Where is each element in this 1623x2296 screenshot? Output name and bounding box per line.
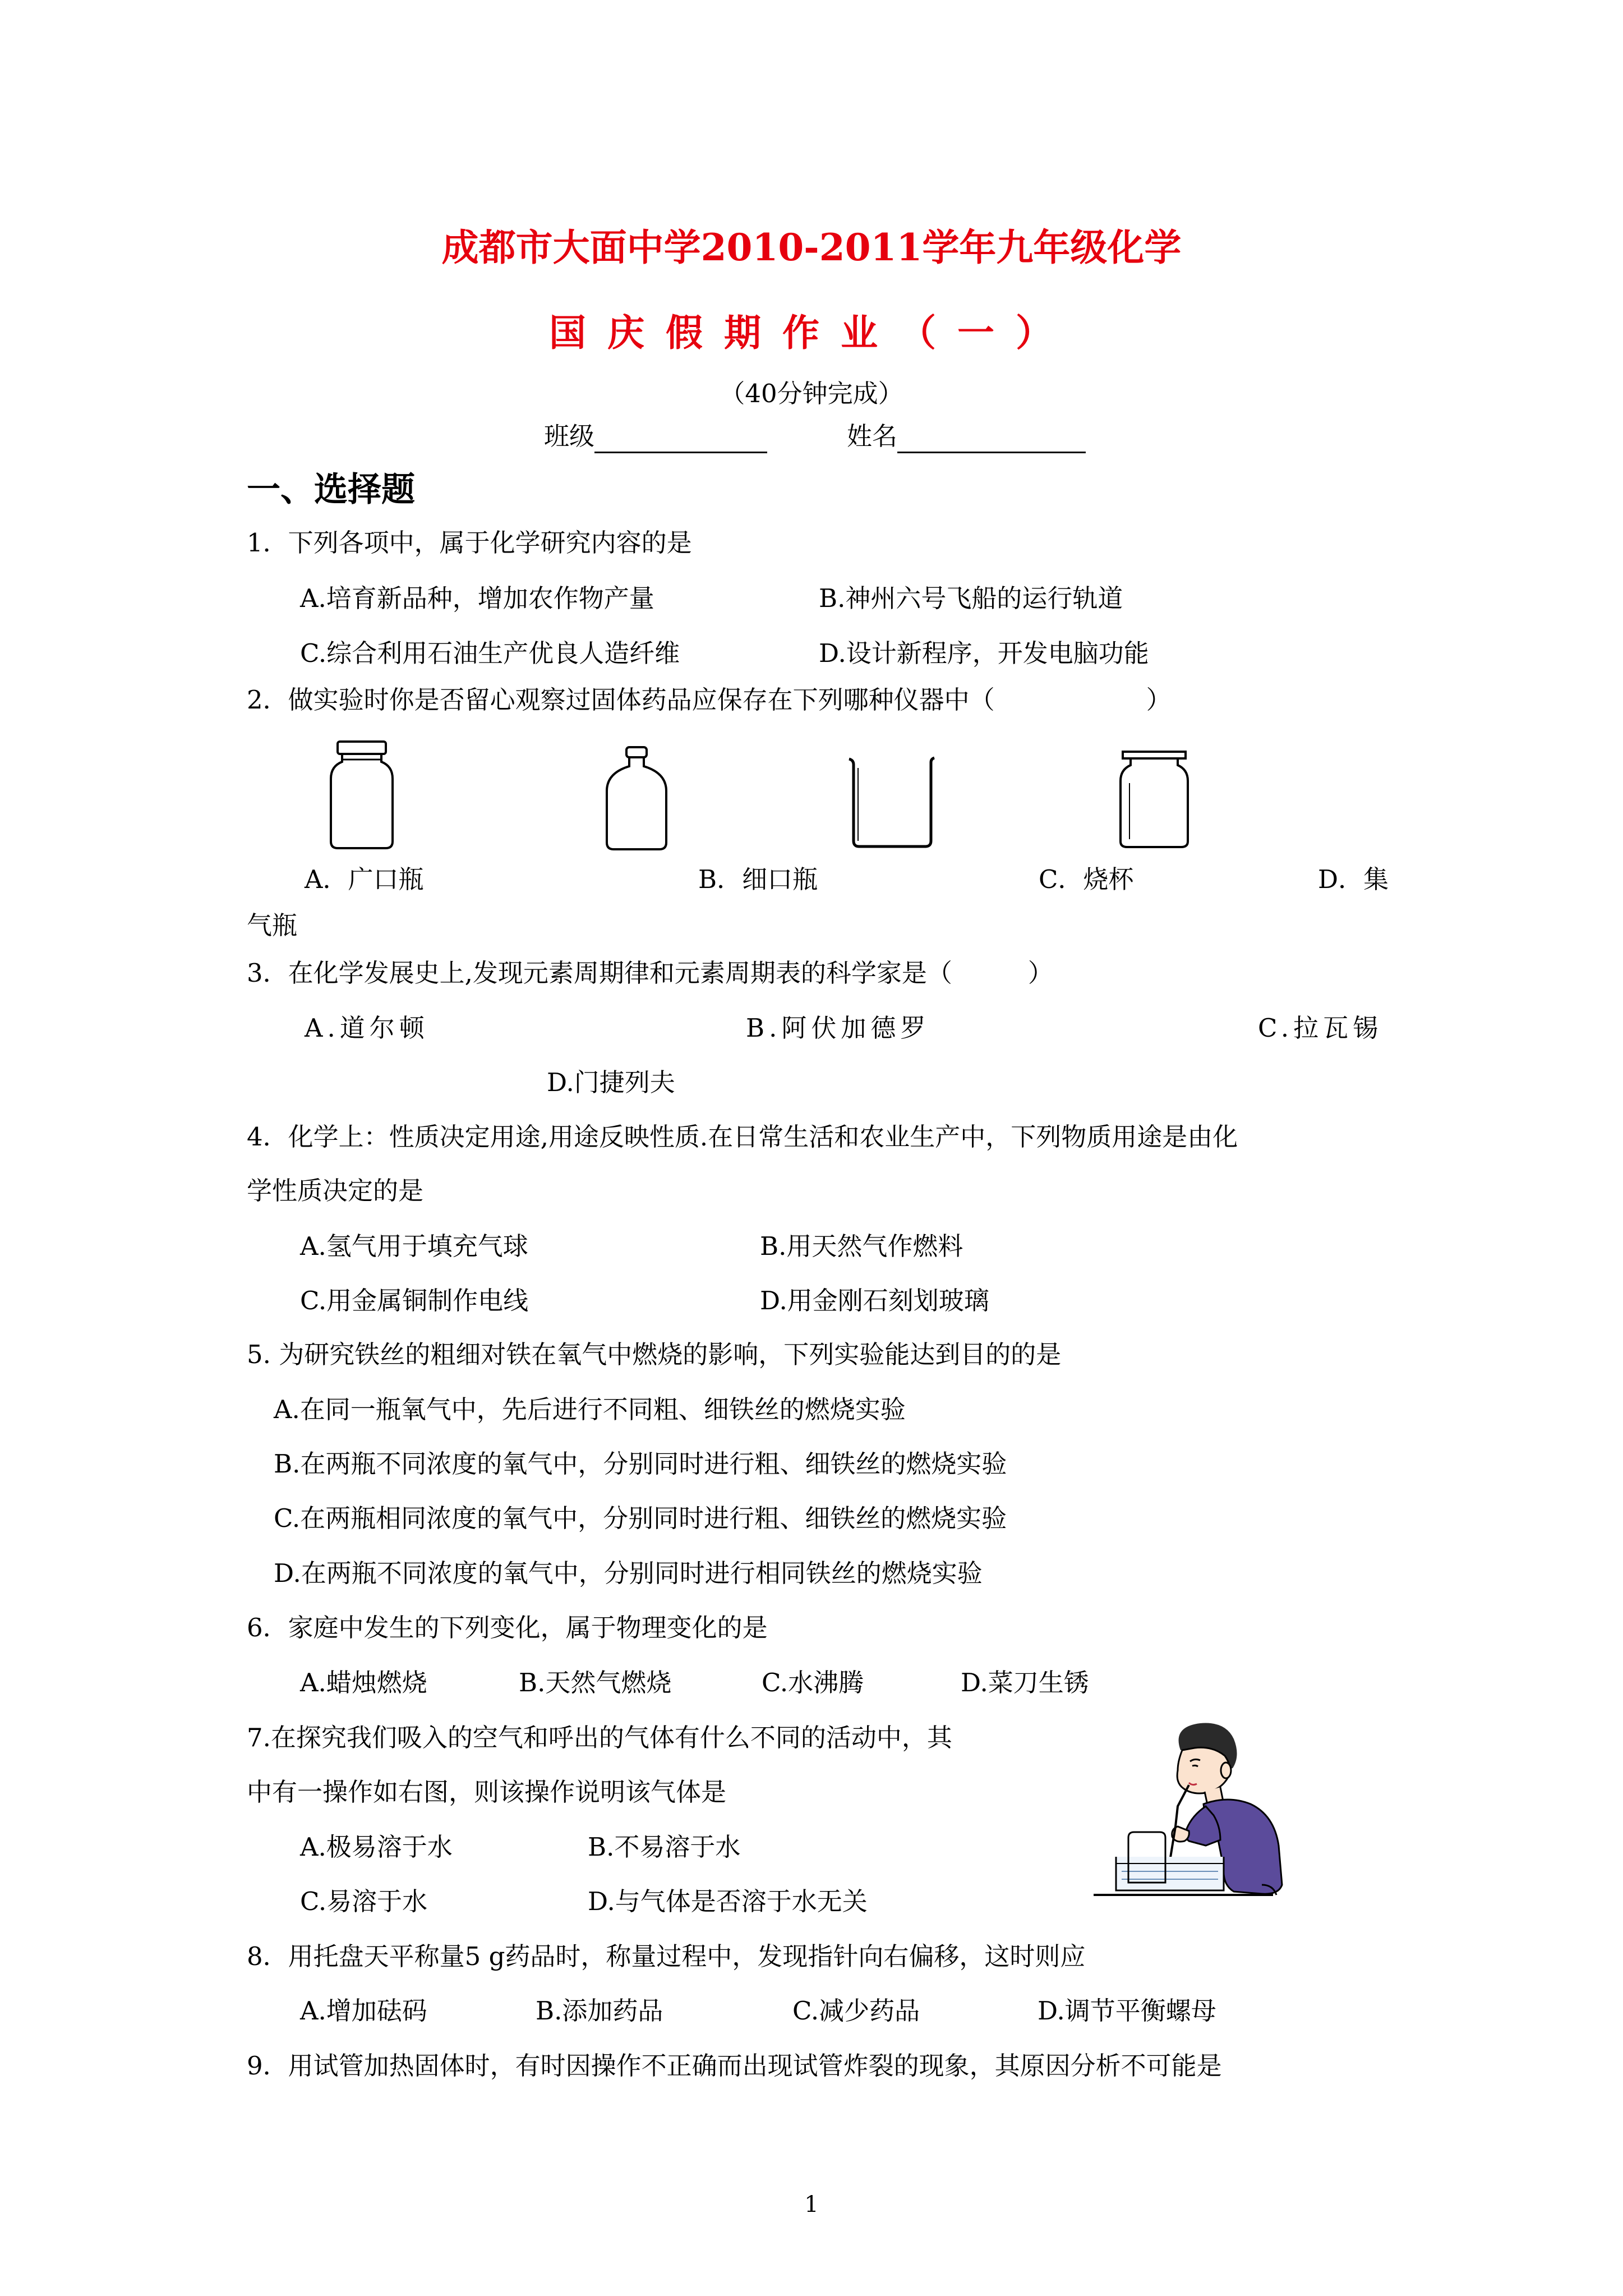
question-1-option-d: D.设计新程序，开发电脑功能 (819, 638, 1149, 668)
question-3-stem: 3．在化学发展史上,发现元素周期律和元素周期表的科学家是（ ） (247, 958, 1053, 988)
question-6-option-b: B.天然气燃烧 (519, 1668, 672, 1697)
document-title: 成都市大面中学2010-2011学年九年级化学 (441, 226, 1182, 269)
page-number: 1 (804, 2192, 819, 2217)
question-8-stem: 8．用托盘天平称量5 g药品时，称量过程中，发现指针向右偏移，这时则应 (247, 1941, 1086, 1971)
question-4-option-d: D.用金刚石刻划玻璃 (760, 1286, 989, 1315)
class-blank (594, 427, 767, 453)
name-label: 姓名 (847, 421, 898, 451)
question-8-option-b: B.添加药品 (536, 1996, 663, 2026)
question-4-option-a: A.氢气用于填充气球 (300, 1231, 528, 1261)
question-8-option-d: D.调节平衡螺母 (1038, 1996, 1216, 2026)
question-5-option-c: C.在两瓶相同浓度的氧气中，分别同时进行粗、细铁丝的燃烧实验 (274, 1503, 1007, 1533)
question-5-stem: 5. 为研究铁丝的粗细对铁在氧气中燃烧的影响，下列实验能达到目的的是 (247, 1340, 1062, 1369)
question-7-option-d: D.与气体是否溶于水无关 (588, 1887, 868, 1916)
question-7-stem: 7.在探究我们吸入的空气和呼出的气体有什么不同的活动中，其 (247, 1723, 952, 1752)
question-1-option-a: A.培育新品种，增加农作物产量 (300, 583, 654, 613)
class-field (544, 420, 767, 453)
question-3-option-c: C.拉瓦锡 (1258, 1013, 1383, 1043)
question-2-stem: 2．做实验时你是否留心观察过固体药品应保存在下列哪种仪器中（ ） (247, 685, 1172, 715)
question-4-stem-continued: 学性质决定的是 (247, 1176, 424, 1205)
question-5-option-a: A.在同一瓶氧气中，先后进行不同粗、细铁丝的燃烧实验 (274, 1395, 906, 1424)
gas-collecting-bottle-image (1115, 749, 1193, 850)
experiment-illustration (1094, 1717, 1318, 1902)
question-9-stem: 9．用试管加热固体时，有时因操作不正确而出现试管炸裂的现象，其原因分析不可能是 (247, 2051, 1222, 2081)
question-2-option-d-wrap: 气瓶 (247, 910, 298, 940)
beaker-image (847, 754, 937, 850)
question-4-stem: 4．化学上：性质决定用途,用途反映性质.在日常生活和农业生产中，下列物质用途是由化 (247, 1122, 1238, 1152)
question-3-option-a: A.道尔顿 (305, 1013, 429, 1043)
question-7-option-b: B.不易溶于水 (588, 1832, 741, 1862)
question-5-option-d: D.在两瓶不同浓度的氧气中，分别同时进行相同铁丝的燃烧实验 (274, 1558, 983, 1588)
question-7-option-a: A.极易溶于水 (300, 1832, 453, 1862)
question-5-option-b: B.在两瓶不同浓度的氧气中，分别同时进行粗、细铁丝的燃烧实验 (274, 1449, 1007, 1479)
question-4-option-c: C.用金属铜制作电线 (300, 1286, 529, 1315)
class-label: 班级 (544, 421, 595, 451)
question-8-option-c: C.减少药品 (792, 1996, 920, 2026)
name-blank (897, 427, 1086, 453)
question-2-option-c: C．烧杯 (1039, 864, 1134, 894)
question-7-stem-continued: 中有一操作如右图，则该操作说明该气体是 (247, 1777, 727, 1807)
question-1-option-b: B.神州六号飞船的运行轨道 (819, 583, 1123, 613)
narrow-mouth-bottle-image (600, 746, 673, 853)
wide-mouth-bottle-image (325, 739, 398, 852)
question-2-option-d: D．集 (1318, 864, 1389, 894)
question-7-option-c: C.易溶于水 (300, 1887, 428, 1916)
question-6-option-a: A.蜡烛燃烧 (300, 1668, 427, 1697)
question-6-stem: 6．家庭中发生的下列变化，属于物理变化的是 (247, 1613, 768, 1642)
section-title: 一、选择题 (247, 470, 415, 509)
question-6-option-d: D.菜刀生锈 (961, 1668, 1089, 1697)
question-6-option-c: C.水沸腾 (762, 1668, 864, 1697)
question-4-option-b: B.用天然气作燃料 (760, 1231, 963, 1261)
question-1-option-c: C.综合利用石油生产优良人造纤维 (300, 638, 680, 668)
question-3-option-d: D.门捷列夫 (547, 1068, 675, 1097)
question-3-option-b: B.阿伏加德罗 (746, 1013, 930, 1043)
question-2-option-b: B．细口瓶 (698, 864, 818, 894)
document-subtitle: 国庆假期作业（一） (549, 311, 1074, 355)
question-8-option-a: A.增加砝码 (300, 1996, 427, 2026)
question-2-option-a: A．广口瓶 (305, 864, 424, 894)
question-1-stem: 1．下列各项中，属于化学研究内容的是 (247, 528, 692, 558)
time-note: （40分钟完成） (720, 379, 903, 408)
name-field (847, 420, 1086, 453)
